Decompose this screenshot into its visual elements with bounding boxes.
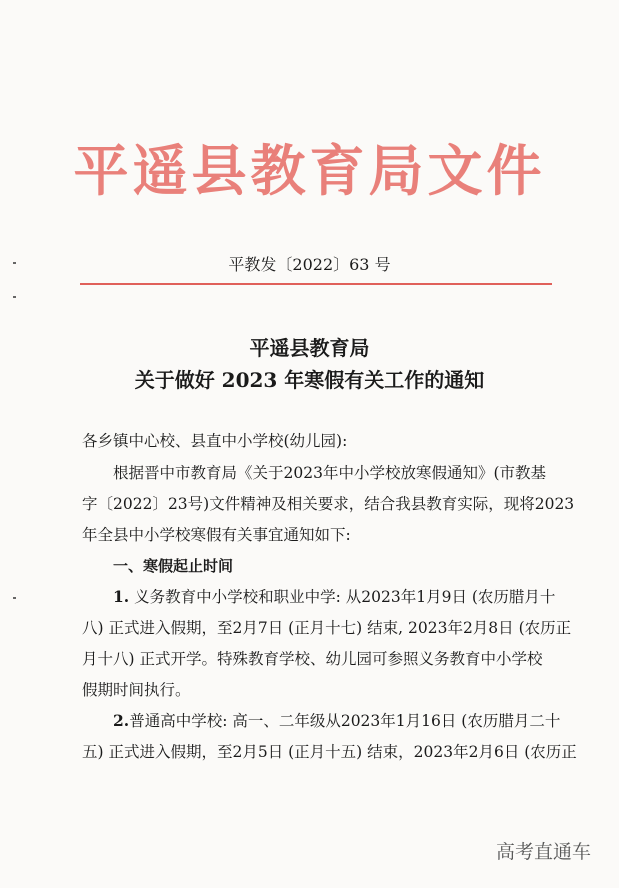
item-1-line: 八) 正式进入假期，至2月7日 (正月十七) 结束, 2023年2月8日 (农历正 [82,619,572,637]
margin-mark [13,597,16,599]
item-1-number: 1. [113,587,130,606]
document-number: 平教发〔2022〕63 号 [228,255,391,274]
item-2-line [113,710,560,732]
intro-line: 年全县中小学校寒假有关事宜通知如下: [82,526,351,544]
margin-mark [13,262,16,264]
notice-title-line-2: 关于做好 2023 年寒假有关工作的通知 [134,368,485,392]
recipient-line: 各乡镇中心校、县直中小学校(幼儿园): [82,432,348,450]
margin-mark [13,296,16,298]
item-1-line: 月十八) 正式开学。特殊教育学校、幼儿园可参照义务教育中小学校 [82,650,543,668]
intro-line: 根据晋中市教育局《关于2023年中小学校放寒假通知》(市教基 [113,464,546,482]
section-heading: 一、寒假起止时间 [113,557,234,575]
notice-title-line-1: 平遥县教育局 [249,336,370,360]
watermark-text: 高考直通车 [495,841,591,863]
item-1-line: 假期时间执行。 [82,681,191,699]
item-1-text: 义务教育中小学校和职业中学: 从2023年1月9日 (农历腊月十 [134,588,556,606]
item-2-text: 普通高中学校: 高一、二年级从2023年1月16日 (农历腊月二十 [129,712,561,730]
red-divider-line [80,283,552,285]
document-header-title: 平遥县教育局文件 [73,138,546,203]
item-2-number: 2. [113,711,130,730]
item-1-line [113,586,555,608]
item-2-line: 五) 正式进入假期，至2月5日 (正月十五) 结束，2023年2月6日 (农历正 [82,743,577,761]
intro-line: 字〔2022〕23号)文件精神及相关要求，结合我县教育实际，现将2023 [82,495,575,513]
